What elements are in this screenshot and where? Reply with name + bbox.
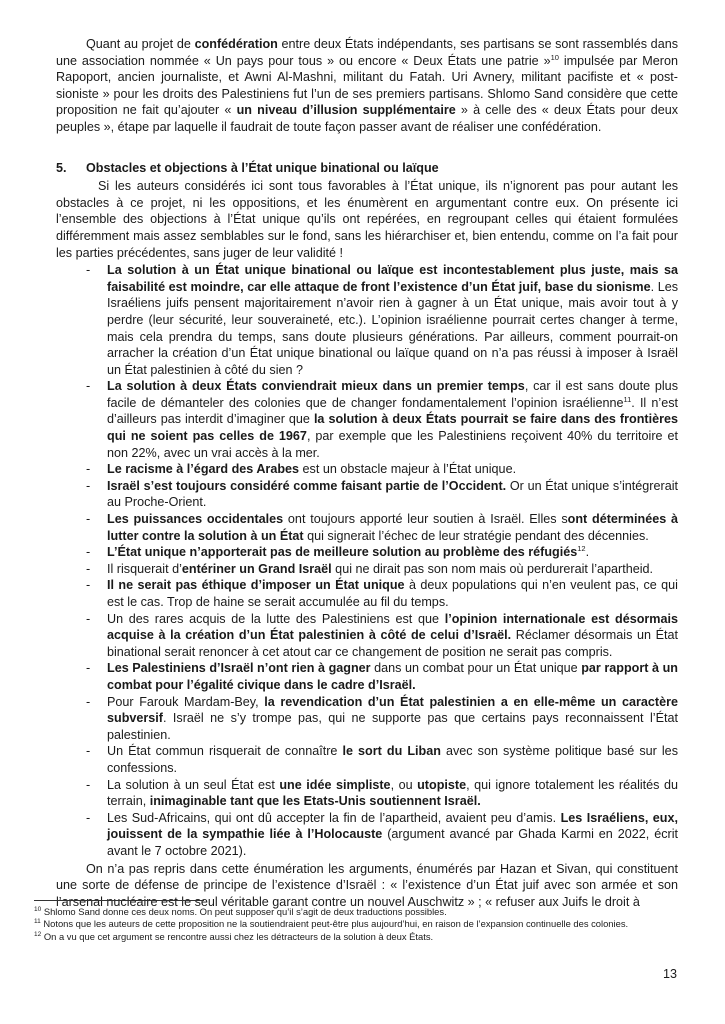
section-heading <box>56 160 678 177</box>
bold-text: Israël s’est toujours considéré comme faisant partie de l’Occident. <box>107 478 507 493</box>
bold-text: confédération <box>194 37 278 51</box>
dash-bullet: - <box>86 777 91 792</box>
bold-text: Les puissances occidentales <box>107 512 284 527</box>
text-run: Il risquerait d’ <box>107 561 182 576</box>
footnotes <box>34 906 679 943</box>
bold-text: Les Israéliens, eux, jouissent de la sympathie liée à l’Holocauste <box>107 810 678 842</box>
text-run: Si les auteurs considérés ici sont tous favorables à l’État unique, ils n’ignorent pas pour autant les obstacles à ce projet, ni les oppositions, et les énumèrent en argumentant contre eux. On présente ici l’ensemble des objections à l’État unique qu’ils ont repérées, en regroupant celles qui étaient formulées différemment mais assez semblables sur le fond, sans les hiérarchiser et, bien entendu, comme on l’a fait pour les parties précédentes, sans juger de leur validité ! <box>56 179 678 260</box>
text-run: à deux populations qui n’en veulent pas, ce qui est le cas. Trop de haine se serait accumulée au fil du temps. <box>107 578 678 609</box>
bold-text: entériner un Grand Israël <box>181 561 332 576</box>
list-item <box>56 262 678 378</box>
dash-bullet: - <box>86 694 91 709</box>
footnote-number: 12 <box>34 930 42 938</box>
dash-bullet: - <box>86 478 91 493</box>
text-run: Un État commun risquerait de connaître <box>107 744 343 759</box>
text-run: Réclamer désormais un État binational serait renoncer à cet atout car ce changement de position ne serait pas compris. <box>107 628 679 659</box>
bold-text: le sort du Liban <box>342 744 441 759</box>
dash-bullet: - <box>86 379 91 394</box>
dash-bullet: - <box>86 578 91 593</box>
text-run: Or un État unique s’intégrerait au Proche-Orient. <box>107 478 678 510</box>
list-item <box>56 461 678 478</box>
bold-text: Il ne serait pas éthique d’imposer un État unique <box>107 578 405 593</box>
page-number: 13 <box>662 967 677 981</box>
text-run: impulsée par Meron Rapoport, ancien journaliste, et Awni Al-Mashni, militant du Fatah. Uri Avnery, militant pacifiste et « post-sioniste » pour les droits des Palestiniens fut l’un de ses premiers partisans. Shlomo Sand considère que cette proposition ne fait qu’ajouter « <box>56 53 678 118</box>
footnote-number: 10 <box>34 905 42 913</box>
footnote-ref: 11 <box>623 394 632 404</box>
list-item <box>56 577 678 610</box>
bold-text: L’État unique n’apporterait pas de meilleure solution au problème des réfugiés <box>107 545 578 560</box>
text-run: . <box>585 545 590 560</box>
list-item <box>56 511 678 544</box>
bold-text: Les Palestiniens d’Israël n’ont rien à gagner <box>107 661 371 676</box>
body-text <box>56 36 678 910</box>
bold-text: Le racisme à l’égard des Arabes <box>107 462 300 477</box>
dash-bullet: - <box>86 545 91 560</box>
dash-bullet: - <box>86 561 91 576</box>
bold-text: l’opinion internationale est désormais acquise à la création d’un État palestinien à côté de celui d’Israël. <box>107 611 678 643</box>
text-run: dans un combat pour un État unique <box>370 661 582 676</box>
footnote <box>34 918 679 930</box>
dash-bullet: - <box>86 611 91 626</box>
dash-bullet: - <box>86 512 91 527</box>
bold-text: une idée simpliste <box>279 777 391 792</box>
section-title: Obstacles et objections à l’État unique binational ou laïque <box>86 160 439 175</box>
objection-list <box>56 262 678 859</box>
list-item <box>56 777 678 810</box>
list-item <box>56 743 678 776</box>
footnote <box>34 906 679 918</box>
text-run: ont toujours apporté leur soutien à Israël. Elles s <box>283 512 568 527</box>
paragraph-intro <box>56 178 678 261</box>
footnote-separator <box>34 900 204 901</box>
text-run: entre deux États indépendants, ses partisans se sont rassemblés dans une association nommée « Un pays pour tous » ou encore « Deux États une patrie » <box>56 37 678 68</box>
footnote-ref: 12 <box>577 544 586 554</box>
text-run: Quant au projet de <box>86 37 195 51</box>
bold-text: La solution à un État unique binational ou laïque est incontestablement plus juste, mais sa faisabilité est moindre, car elle attaque de front l’existence d’un État juif, base du sionisme <box>107 263 678 294</box>
bold-text: ont déterminées à lutter contre la solution à un État <box>107 512 678 543</box>
list-item <box>56 561 678 578</box>
text-run: , ou <box>390 777 418 792</box>
list-item <box>56 611 678 661</box>
text-run: , car il est sans doute plus facile de démanteler des colonies que de changer fondamentalement l’opinion israélienne <box>107 379 678 410</box>
dash-bullet: - <box>86 661 91 676</box>
dash-bullet: - <box>86 462 91 477</box>
text-run: qui ne dirait pas son nom mais où perdurerait l’apartheid. <box>331 561 654 576</box>
text-run: On n’a pas repris dans cette énumération les arguments, énumérés par Hazan et Sivan, qui constituent une sorte de défense de principe de l’existence d’Israël : « l’existence d’un État juif avec son armée et son l’arsenal nucléaire est le seul véritable garant contre un nouvel Auschwitz » ; « refuser aux Juifs le droit à <box>56 861 678 909</box>
text-run: qui signerait l’échec de leur stratégie pendant des décennies. <box>303 528 649 543</box>
text-run: Pour Farouk Mardam-Bey, <box>107 694 265 709</box>
list-item <box>56 478 678 511</box>
text-run: , qui ignore totalement les réalités du terrain, <box>107 777 678 809</box>
text-run: . Il n’est d’ailleurs pas interdit d’imaginer que <box>107 395 678 427</box>
text-run: avec son système politique basé sur les confessions. <box>107 744 678 775</box>
section-number: 5. <box>56 160 67 175</box>
dash-bullet: - <box>86 744 91 759</box>
list-item <box>56 694 678 744</box>
paragraph-confederation <box>56 36 678 136</box>
list-item <box>56 810 678 860</box>
text-run: (argument avancé par Ghada Karmi en 2022, écrit avant le 7 octobre 2021). <box>107 827 678 858</box>
footnote-text: Shlomo Sand donne ces deux noms. On peut supposer qu’il s’agit de deux traductions possibles. <box>41 906 447 917</box>
bold-text: la revendication d’un État palestinien a en elle-même un caractère subversif <box>107 694 678 726</box>
bold-text: utopiste <box>417 777 467 792</box>
text-run: » à celle des « deux États pour deux peuples », étape par laquelle il faudrait de toute façon passer avant de réaliser une confédération. <box>56 103 679 134</box>
bold-text: La solution à deux États conviendrait mieux dans un premier temps <box>107 379 525 394</box>
dash-bullet: - <box>86 810 91 825</box>
text-run: , par exemple que les Palestiniens reçoivent 40% du territoire et non 22%, avec un vrai accès à la mer. <box>107 429 678 460</box>
bold-text: la solution à deux États pourrait se faire dans des frontières qui ne soient pas celles de 1967 <box>107 412 678 444</box>
footnote <box>34 931 679 943</box>
list-item <box>56 660 678 693</box>
bold-text: inimaginable tant que les Etats-Unis soutiennent Israël. <box>149 794 481 809</box>
footnote-number: 11 <box>34 918 41 926</box>
footnote-text: On a vu que cet argument se rencontre aussi chez les détracteurs de la solution à deux États. <box>41 930 434 942</box>
footnote-text: Notons que les auteurs de cette proposition ne la soutiendraient peut-être plus aujourd’hui, en raison de l’expansion continuelle des colonies. <box>40 918 629 930</box>
bold-text: un niveau d’illusion supplémentaire <box>236 103 456 118</box>
text-run: . Israël ne s’y trompe pas, qui ne supporte pas que certains pays reconnaissent l’État palestinien. <box>107 711 678 742</box>
list-item <box>56 544 678 561</box>
footnote-ref: 10 <box>550 52 559 62</box>
dash-bullet: - <box>86 263 91 278</box>
list-item <box>56 378 678 461</box>
text-run: est un obstacle majeur à l’État unique. <box>299 462 517 477</box>
paragraph-closing <box>56 861 678 911</box>
text-run: Un des rares acquis de la lutte des Palestiniens est que <box>107 611 445 626</box>
bold-text: par rapport à un combat pour l’égalité civique dans le cadre d’Israël. <box>107 661 678 692</box>
text-run: La solution à un seul État est <box>107 777 280 792</box>
text-run: Les Sud-Africains, qui ont dû accepter la fin de l’apartheid, avaient peu d’amis. <box>107 810 561 825</box>
text-run: . Les Israéliens juifs pensent majoritairement n’avoir rien à gagner à un État unique, mais avoir tout à y perdre (leur sécurité, leur souveraineté, etc.). L’opinion israélienne pourrait certes changer à terme, mais cela prendra du temps, sans doute plusieurs générations. Par ailleurs, comment pourrait-on arracher la création d’un État unique binational ou laïque quand on n’a pas réussi à imposer à Israël un État palestinien à côté du sien ? <box>107 279 678 377</box>
